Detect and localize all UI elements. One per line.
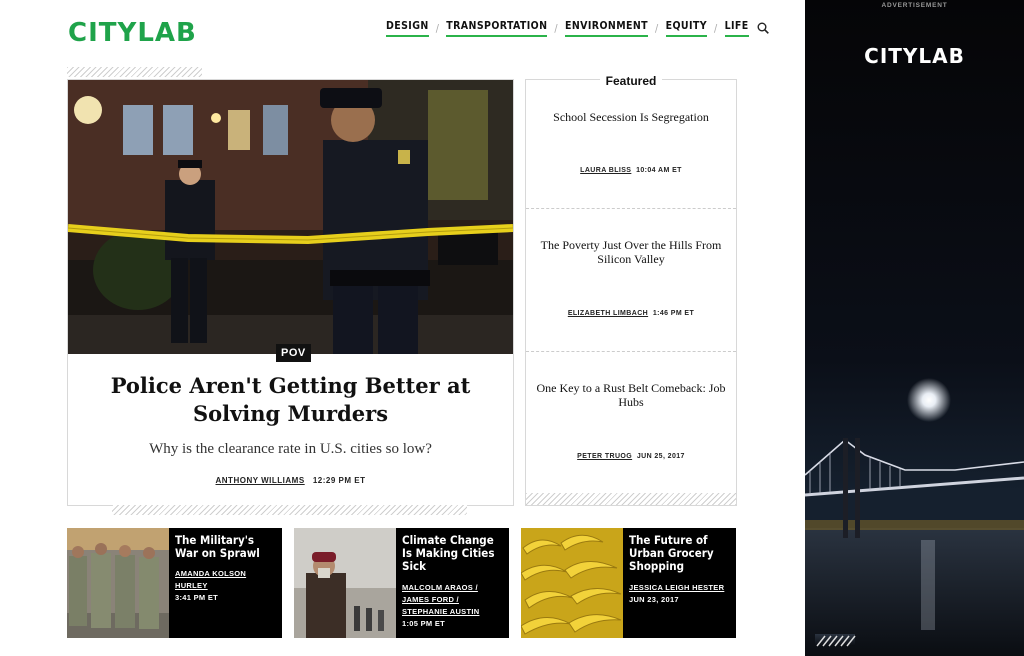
main-dek: Why is the clearance rate in U.S. cities so low?	[149, 441, 432, 457]
card-author-link[interactable]: JAMES FORD /	[402, 595, 459, 604]
card-byline	[629, 582, 733, 606]
card-timestamp: 3:41 PM ET	[175, 593, 219, 602]
hatch-divider	[112, 505, 467, 515]
featured-item-byline	[536, 167, 726, 174]
nav-separator: /	[713, 22, 718, 35]
hatch-footer	[526, 493, 736, 505]
bay-bridge-night-photo	[805, 0, 1024, 656]
advertisement-panel[interactable]	[805, 0, 1024, 656]
card-timestamp: 1:05 PM ET	[402, 619, 446, 628]
nav-transportation[interactable]: TRANSPORTATION	[446, 20, 547, 37]
nav-environment[interactable]: ENVIRONMENT	[565, 20, 648, 37]
featured-item[interactable]	[526, 351, 736, 493]
card-title[interactable]: The Future of Urban Grocery Shopping	[629, 533, 714, 573]
card-title[interactable]: The Military's War on Sprawl	[175, 533, 260, 560]
featured-item-time: 10:04 AM ET	[636, 167, 682, 174]
story-card[interactable]	[521, 528, 736, 638]
nav-design[interactable]: DESIGN	[386, 20, 429, 37]
featured-author-link[interactable]: ELIZABETH LIMBACH	[567, 310, 649, 317]
main-byline	[88, 476, 493, 485]
card-image[interactable]	[67, 528, 169, 638]
featured-item-byline	[536, 310, 726, 317]
main-timestamp: 12:29 PM ET	[312, 476, 366, 485]
card-image[interactable]	[521, 528, 623, 638]
nav-equity[interactable]: EQUITY	[666, 20, 707, 37]
citylab-logo[interactable]: CITYLAB	[68, 18, 197, 48]
soldiers-photo	[67, 528, 169, 638]
featured-item[interactable]	[526, 80, 736, 222]
card-author-link[interactable]: MALCOLM ARAOS /	[402, 583, 478, 592]
card-author-link[interactable]: AMANDA KOLSON	[175, 569, 247, 578]
card-author-link[interactable]: JESSICA LEIGH HESTER	[629, 583, 725, 592]
main-author-link[interactable]: ANTHONY WILLIAMS	[215, 476, 305, 485]
featured-box	[525, 74, 737, 506]
featured-item-time: 1:46 PM ET	[652, 310, 695, 317]
nav-life[interactable]: LIFE	[725, 20, 749, 37]
featured-item[interactable]	[526, 208, 736, 350]
bananas-photo	[521, 528, 623, 638]
featured-author-link[interactable]: PETER TRUOG	[577, 453, 633, 460]
hatch-divider	[67, 67, 202, 77]
card-timestamp: JUN 23, 2017	[629, 595, 679, 604]
main-headline[interactable]: Police Aren't Getting Better at Solving Murders	[110, 373, 471, 426]
featured-heading: Featured	[526, 72, 736, 90]
main-story-card[interactable]	[67, 79, 514, 506]
story-card[interactable]	[67, 528, 282, 638]
smog-street-photo	[294, 528, 396, 638]
search-icon[interactable]	[757, 22, 769, 34]
featured-item-byline	[536, 453, 726, 460]
featured-item-time: JUN 25, 2017	[636, 453, 685, 460]
card-image[interactable]	[294, 528, 396, 638]
nav-separator: /	[554, 22, 558, 35]
featured-item-title[interactable]: The Poverty Just Over the Hills From Silicon Valley	[540, 238, 722, 266]
featured-author-link[interactable]: LAURA BLISS	[580, 167, 632, 174]
featured-item-title[interactable]: One Key to a Rust Belt Comeback: Job Hubs	[536, 381, 726, 409]
card-title[interactable]: Climate Change Is Making Cities Sick	[402, 533, 495, 573]
card-byline	[175, 568, 279, 604]
card-byline	[402, 582, 506, 630]
featured-item-title[interactable]: School Secession Is Segregation	[553, 110, 709, 124]
police-scene-photo	[68, 80, 513, 354]
story-card[interactable]	[294, 528, 509, 638]
main-story-image[interactable]	[68, 80, 513, 354]
card-author-link[interactable]: STEPHANIE AUSTIN	[402, 607, 480, 616]
advertisement-label: ADVERTISEMENT	[881, 2, 948, 9]
pov-tag: POV	[276, 344, 311, 362]
main-nav	[386, 20, 769, 37]
nav-separator: /	[655, 22, 659, 35]
card-author-link[interactable]: HURLEY	[175, 581, 208, 590]
ad-citylab-logo: CITYLAB	[864, 44, 965, 68]
nav-separator: /	[435, 22, 440, 35]
